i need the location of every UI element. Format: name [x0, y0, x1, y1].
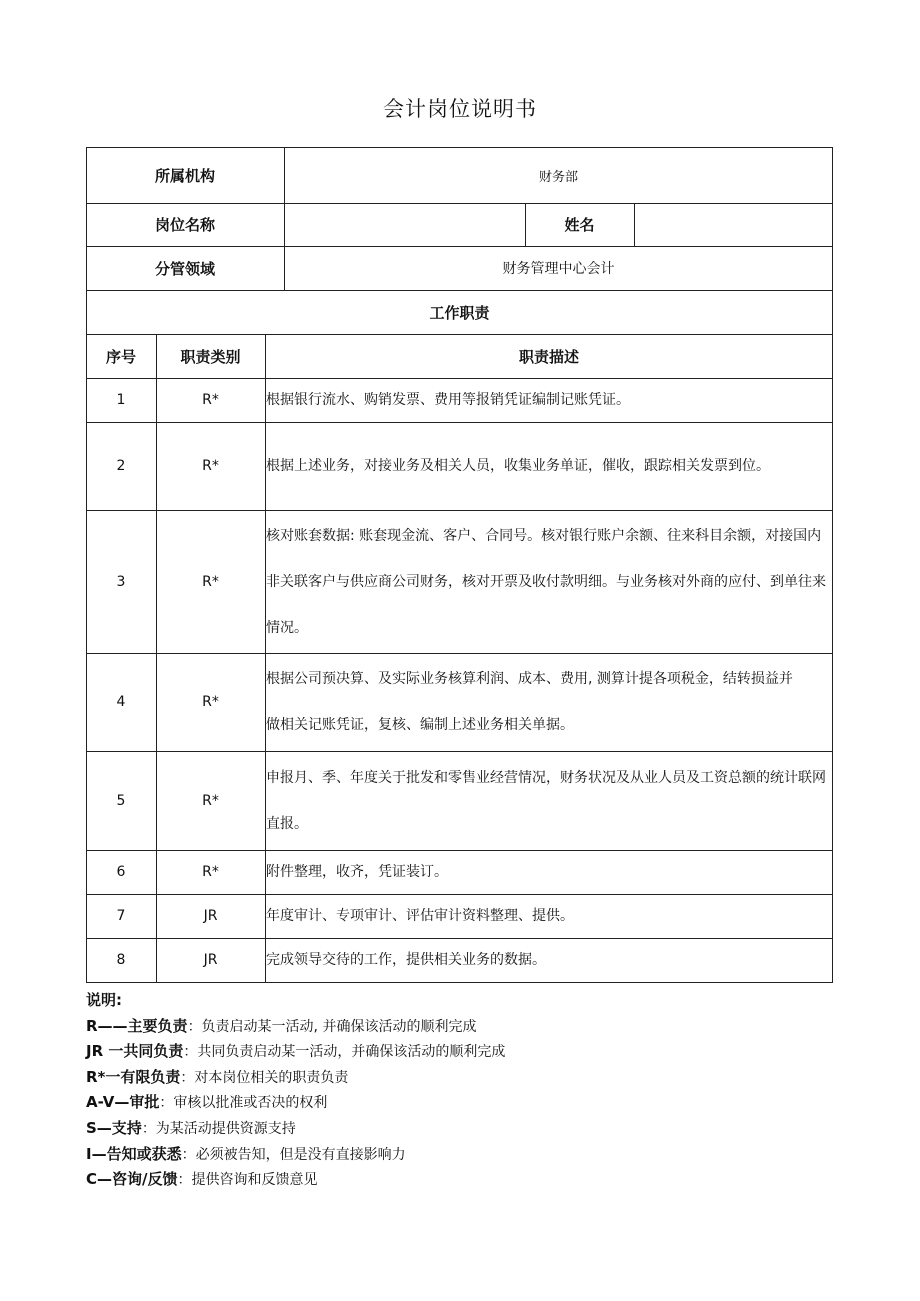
legend-notes: [86, 988, 846, 1193]
job-description-table: [86, 147, 833, 983]
duty-row-type: R*: [202, 573, 219, 590]
post-label: 岗位名称: [154, 216, 215, 234]
duty-row-index: 5: [116, 792, 126, 809]
legend-item: C—咨询/反馈：提供咨询和反馈意见: [86, 1170, 318, 1189]
duty-row-index: 6: [116, 864, 126, 880]
duty-row-description: 申报月、季、年度关于批发和零售业经营情况，财务状况及从业人员及工资总额的统计联网直报。: [266, 769, 826, 832]
duty-row-description: 根据银行流水、购销发票、费用等报销凭证编制记账凭证。: [266, 392, 630, 408]
duty-row-description: 根据上述业务，对接业务及相关人员，收集业务单证，催收，跟踪相关发票到位。: [266, 458, 770, 474]
post-value: [284, 203, 525, 246]
duty-row-index: 1: [116, 392, 126, 408]
duty-row-index: 8: [116, 952, 126, 968]
legend-item: R*一有限负责：对本岗位相关的职责负责: [86, 1067, 349, 1086]
domain-label: 分管领域: [154, 259, 215, 278]
column-header-description: 职责描述: [518, 347, 579, 366]
legend-item: JR 一共同负责：共同负责启动某一活动，并确保该活动的顺利完成: [86, 1042, 506, 1061]
duty-row-type: JR: [203, 908, 218, 924]
duty-row-type: R*: [202, 864, 219, 880]
duty-row-description: 核对账套数据: 账套现金流、客户、合同号。核对银行账户余额、往来科目余额，对接国内非关联客户与供应商公司财务，核对开票及收付款明细。与业务核对外商的应付、到单往来情况。: [266, 527, 826, 636]
column-header-type: 职责类别: [180, 347, 241, 366]
duty-row-description: 根据公司预决算、及实际业务核算利润、成本、费用, 测算计提各项税金，结转损益并做相关记账凭证，复核、编制上述业务相关单据。: [266, 671, 793, 733]
duty-row-index: 7: [116, 908, 126, 924]
name-label: 姓名: [564, 216, 595, 234]
duty-row-description: 年度审计、专项审计、评估审计资料整理、提供。: [266, 908, 574, 924]
duty-row-description: 完成领导交待的工作，提供相关业务的数据。: [266, 952, 546, 968]
duty-row-type: R*: [202, 694, 219, 710]
duty-row-type: R*: [202, 458, 219, 474]
org-label: 所属机构: [154, 166, 215, 185]
org-value: 财务部: [538, 169, 578, 185]
duty-row-type: JR: [203, 952, 218, 968]
duty-row-index: 3: [116, 573, 126, 590]
document-title: 会计岗位说明书: [383, 97, 537, 121]
duty-row-index: 2: [116, 458, 126, 474]
column-header-index: 序号: [105, 347, 136, 366]
name-value: [634, 203, 833, 246]
duties-section-title: 工作职责: [429, 303, 490, 322]
duty-row-type: R*: [202, 392, 219, 408]
legend-item: A-V—审批：审核以批准或否决的权利: [86, 1093, 328, 1112]
duty-row-description: 附件整理，收齐，凭证装订。: [266, 864, 448, 880]
legend-item: R——主要负责：负责启动某一活动, 并确保该活动的顺利完成: [86, 1016, 477, 1035]
duty-row-type: R*: [202, 792, 219, 809]
domain-value: 财务管理中心会计: [502, 261, 615, 277]
legend-item: I—告知或获悉：必须被告知，但是没有直接影响力: [86, 1144, 406, 1163]
legend-item: S—支持：为某活动提供资源支持: [86, 1118, 296, 1137]
notes-heading: 说明:: [86, 991, 122, 1009]
duty-row-index: 4: [116, 694, 126, 710]
